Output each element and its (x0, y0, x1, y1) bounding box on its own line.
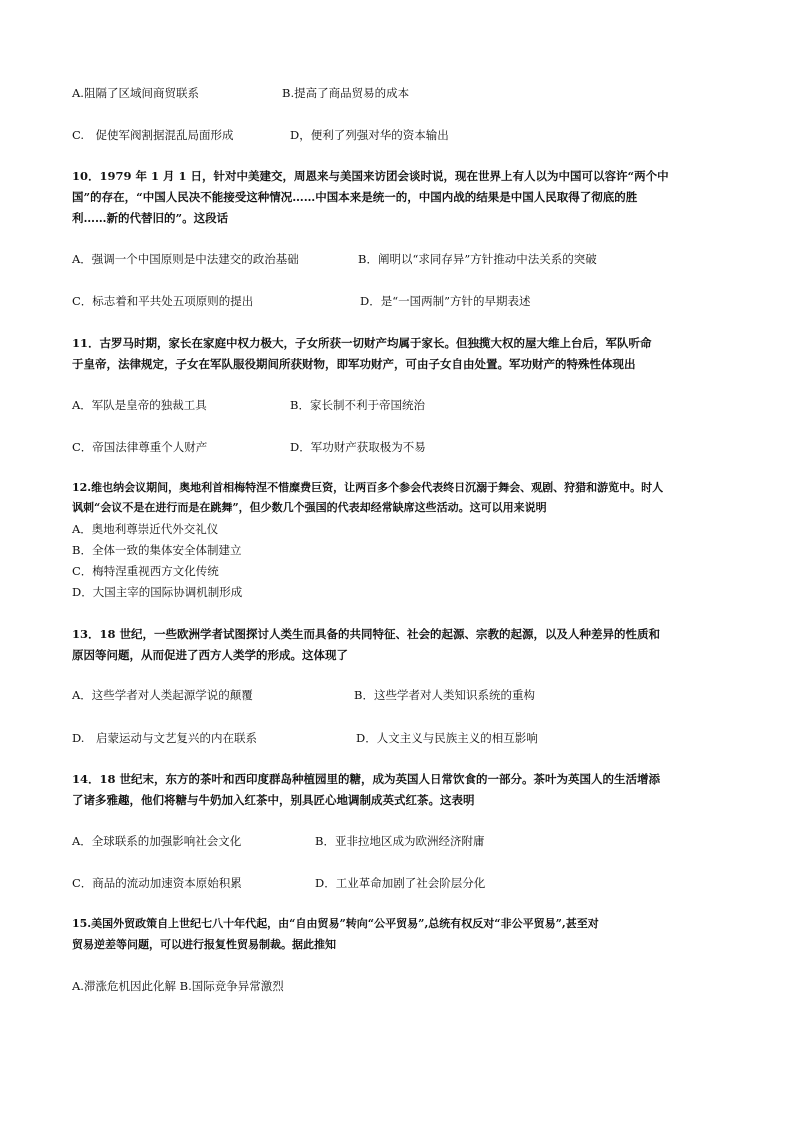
q9-option-d: D，便利了列强对华的资本输出 (290, 128, 449, 142)
q14-option-b: B．亚非拉地区成为欧洲经济附庸 (315, 834, 485, 848)
q12-option-a: A．奥地利尊崇近代外交礼仪 (72, 522, 219, 536)
q11-option-c: C．帝国法律尊重个人财产 (72, 440, 208, 454)
q9-option-b: B.提高了商品贸易的成本 (282, 86, 410, 100)
q10-stem-line2: 国”的存在，“中国人民决不能接受这种情况……中国本来是统一的，中国内战的结果是中国人民取得了彻底的胜 (72, 190, 638, 204)
q15-stem-line2: 贸易逆差等问题，可以进行报复性贸易制裁。据此推知 (72, 938, 336, 951)
q13-option-b: B．这些学者对人类知识系统的重构 (354, 688, 535, 702)
q11-option-a: A．军队是皇帝的独裁工具 (72, 398, 207, 412)
q9-option-a: A.阻隔了区域间商贸联系 (72, 86, 199, 100)
q15-options-ab: A.滞涨危机因此化解 B.国际竞争异常激烈 (72, 979, 284, 993)
q12-stem-line2: 讽刺“会议不是在进行而是在跳舞”，但少数几个强国的代表却经常缺席这些活动。这可以用来说明 (72, 501, 547, 514)
q10-stem-line3: 利……新的代替旧的”。这段话 (72, 211, 229, 225)
q14-option-c: C．商品的流动加速资本原始积累 (72, 876, 242, 890)
q13-option-a: A．这些学者对人类起源学说的颠覆 (72, 688, 253, 702)
q10-option-a: A．强调一个中国原则是中法建交的政治基础 (72, 252, 299, 266)
q12-option-d: D．大国主宰的国际协调机制形成 (72, 585, 243, 599)
q13-stem-line2: 原因等问题，从而促进了西方人类学的形成。这体现了 (72, 648, 348, 662)
q11-stem-line2: 于皇帝，法律规定，子女在军队服役期间所获财物，即军功财产，可由子女自由处置。军功财产的特殊性体现出 (72, 357, 636, 371)
q10-option-b: B．阐明以“求同存异”方针推动中法关系的突破 (358, 252, 597, 266)
q14-stem-line2: 了诸多雅趣，他们将糖与牛奶加入红茶中，别具匠心地调制成英式红茶。这表明 (72, 793, 475, 807)
q13-option-d: D．人文主义与民族主义的相互影响 (356, 731, 538, 745)
q15-stem-line1: 15.美国外贸政策自上世纪七八十年代起，由“自由贸易”转向“公平贸易”,总统有权反对“非公平贸易”,甚至对 (72, 917, 599, 930)
q13-option-c: D. 启蒙运动与文艺复兴的内在联系 (72, 731, 257, 745)
q10-option-d: D．是“一国两制”方针的早期表述 (360, 294, 531, 308)
q14-option-a: A．全球联系的加强影响社会文化 (72, 834, 242, 848)
q12-option-c: C．梅特涅重视西方文化传统 (72, 564, 219, 578)
q13-stem-line1: 13．18 世纪，一些欧洲学者试图探讨人类生而具备的共同特征、社会的起源、宗教的起源，以及人种差异的性质和 (72, 627, 661, 641)
q14-option-d: D．工业革命加剧了社会阶层分化 (315, 876, 486, 890)
q12-stem-line1: 12.维也纳会议期间，奥地利首相梅特涅不惜糜费巨资，让两百多个参会代表终日沉溺于舞会、观剧、狩猎和游览中。时人 (72, 481, 664, 494)
q10-option-c: C．标志着和平共处五项原则的提出 (72, 294, 254, 308)
q9-option-c: C. 促使军阀割据混乱局面形成 (72, 128, 234, 142)
q11-stem-line1: 11．古罗马时期，家长在家庭中权力极大，子女所获一切财产均属于家长。但独揽大权的屋大维上台后，军队听命 (72, 336, 652, 350)
q14-stem-line1: 14．18 世纪末，东方的茶叶和西印度群岛种植园里的糖，成为英国人日常饮食的一部分。茶叶为英国人的生活增添 (72, 772, 661, 786)
q10-stem-line1: 10．1979 年 1 月 1 日，针对中美建交，周恩来与美国来访团会谈时说，现在世界上有人以为中国可以容许“两个中 (72, 169, 669, 183)
q11-option-d: D．军功财产获取极为不易 (290, 440, 426, 454)
q11-option-b: B．家长制不利于帝国统治 (290, 398, 425, 412)
q12-option-b: B．全体一致的集体安全体制建立 (72, 543, 242, 557)
